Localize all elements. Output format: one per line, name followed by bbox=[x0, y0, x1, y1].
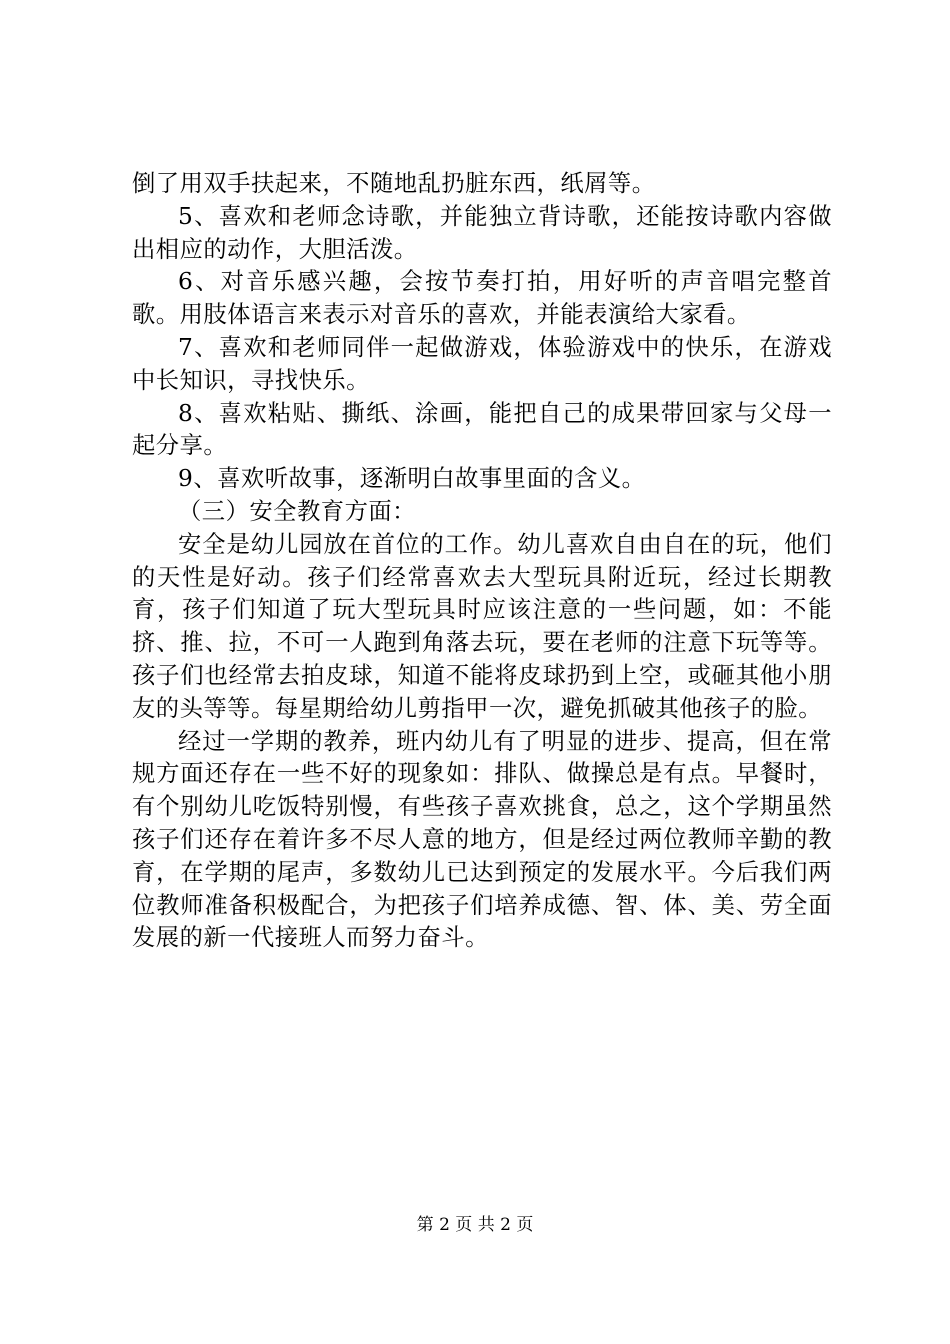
page-footer: 第 2 页 共 2 页 bbox=[416, 1215, 534, 1235]
paragraph-continuation: 倒了用双手扶起来，不随地乱扔脏东西，纸屑等。 bbox=[132, 170, 656, 197]
paragraph-item-7: 7、喜欢和老师同伴一起做游戏，体验游戏中的快乐，在游戏中长知识，寻找快乐。 bbox=[132, 333, 832, 394]
paragraph-item-9: 9、喜欢听故事，逐渐明白故事里面的含义。 bbox=[178, 465, 646, 493]
paragraph-item-5: 5、喜欢和老师念诗歌，并能独立背诗歌，还能按诗歌内容做出相应的动作，大胆活泼。 bbox=[132, 202, 832, 263]
paragraph-summary: 经过一学期的教养，班内幼儿有了明显的进步、提高，但在常规方面还存在一些不好的现象如：排队、做操总是有点。早餐时，有个别幼儿吃饭特别慢，有些孩子喜欢挑食，总之，这个学期虽然孩子们还存在着许多不尽人意的地方，但是经过两位教师辛勤的教育，在学期的尾声，多数幼儿已达到预定的发展水平。今后我们两位教师准备积极配合，为把孩子们培养成德、智、体、美、劳全面发展的新一代接班人而努力奋斗。 bbox=[132, 727, 832, 952]
paragraph-item-8: 8、喜欢粘贴、撕纸、涂画，能把自己的成果带回家与父母一起分享。 bbox=[132, 399, 832, 460]
section-heading-safety: （三）安全教育方面： bbox=[178, 497, 416, 525]
paragraph-item-6: 6、对音乐感兴趣，会按节奏打拍，用好听的声音唱完整首歌。用肢体语言来表示对音乐的喜欢，并能表演给大家看。 bbox=[132, 268, 832, 329]
paragraph-safety: 安全是幼儿园放在首位的工作。幼儿喜欢自由自在的玩，他们的天性是好动。孩子们经常喜欢去大型玩具附近玩，经过长期教育，孩子们知道了玩大型玩具时应该注意的一些问题，如：不能挤、推、拉，不可一人跑到角落去玩，要在老师的注意下玩等等。孩子们也经常去拍皮球，知道不能将皮球扔到上空，或砸其他小朋友的头等等。每星期给幼儿剪指甲一次，避免抓破其他孩子的脸。 bbox=[132, 530, 832, 722]
document-body bbox=[132, 168, 832, 955]
